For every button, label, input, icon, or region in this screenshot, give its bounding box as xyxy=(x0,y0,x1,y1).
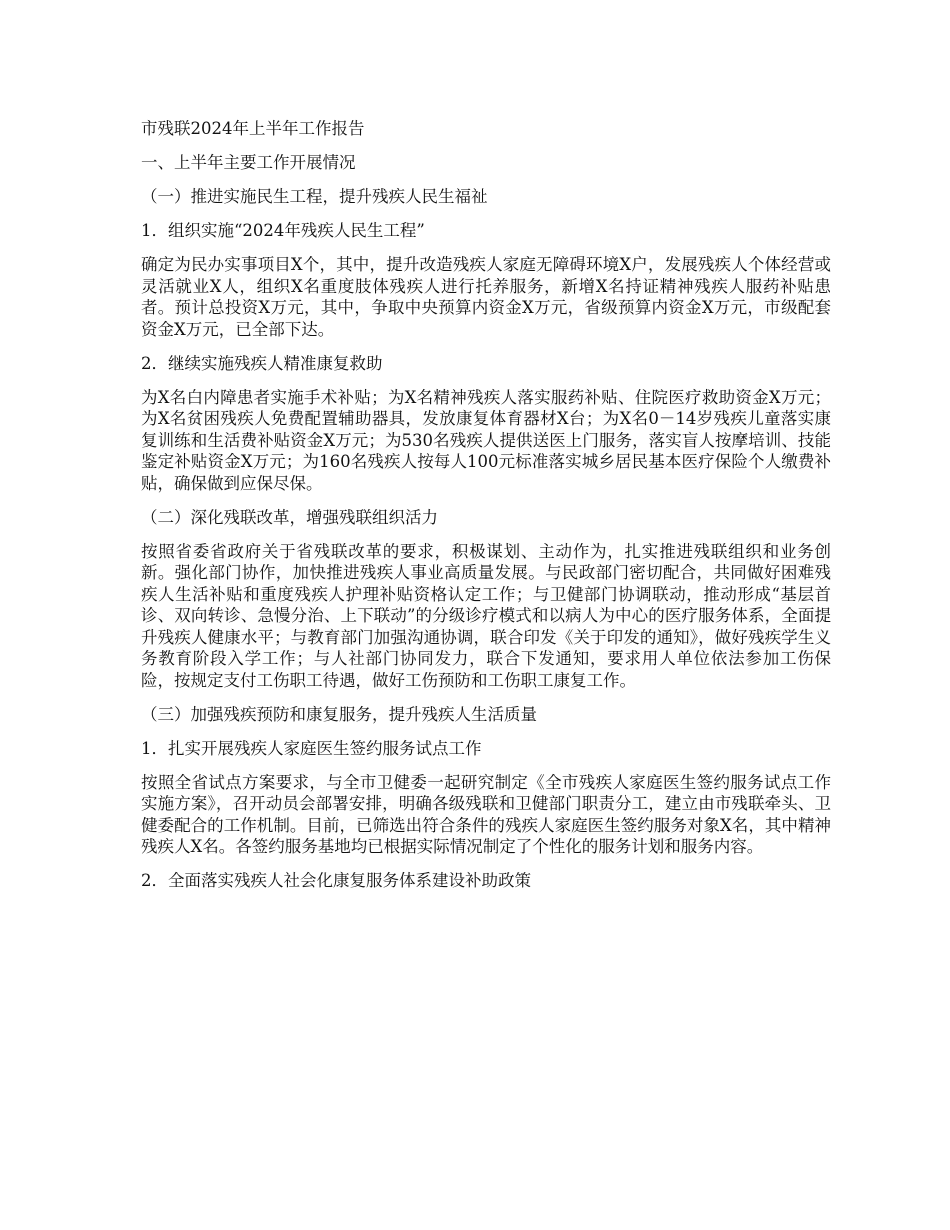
paragraph-3: 按照省委省政府关于省残联改革的要求，积极谋划、主动作为，扎实推进残联组织和业务创新。强化部门协作，加快推进残疾人事业高质量发展。与民政部门密切配合，共同做好困难残疾人生活补贴和重度残疾人护理补贴资格认定工作；与卫健部门协调联动，推动形成“基层首诊、双向转诊、急慢分治、上下联动”的分级诊疗模式和以病人为中心的医疗服务体系，全面提升残疾人健康水平；与教育部门加强沟通协调，联合印发《关于印发的通知》，做好残疾学生义务教育阶段入学工作；与人社部门协同发力，联合下发通知，要求用人单位依法参加工伤保险，按规定支付工伤职工待遇，做好工伤预防和工伤职工康复工作。 xyxy=(141,541,831,690)
paragraph-1: 确定为民办实事项目X个，其中，提升改造残疾人家庭无障碍环境X户，发展残疾人个体经营或灵活就业X人，组织X名重度肢体残疾人进行托养服务，新增X名持证精神残疾人服药补贴患者。预计总投资X万元，其中，争取中央预算内资金X万元，省级预算内资金X万元，市级配套资金X万元，已全部下达。 xyxy=(141,255,831,339)
paragraph-4: 按照全省试点方案要求，与全市卫健委一起研究制定《全市残疾人家庭医生签约服务试点工作实施方案》，召开动员会部署安排，明确各级残联和卫健部门职责分工，建立由市残联牵头、卫健委配合的工作机制。目前，已筛选出符合条件的残疾人家庭医生签约服务对象X名，其中精神残疾人X名。各签约服务基地均已根据实际情况制定了个性化的服务计划和服务内容。 xyxy=(141,772,831,856)
subsection-heading-2: （二）深化残联改革，增强残联组织活力 xyxy=(141,507,438,527)
item-heading-1-1: 1．组织实施“2024年残疾人民生工程” xyxy=(141,221,425,240)
section-heading-1: 一、上半年主要工作开展情况 xyxy=(141,153,356,172)
paragraph-2: 为X名白内障患者实施手术补贴；为X名精神残疾人落实服药补贴、住院医疗救助资金X万元；为X名贫困残疾人免费配置辅助器具，发放康复体育器材X台；为X名0－14岁残疾儿童落实康复训练和生活费补贴资金X万元；为530名残疾人提供送医上门服务，落实盲人按摩培训、技能鉴定补贴资金X万元；为160名残疾人按每人100元标准落实城乡居民基本医疗保险个人缴费补贴，确保做到应保尽保。 xyxy=(141,387,831,493)
document-page xyxy=(141,118,831,904)
item-heading-3-1: 1．扎实开展残疾人家庭医生签约服务试点工作 xyxy=(141,738,482,758)
item-heading-3-2: 2．全面落实残疾人社会化康复服务体系建设补助政策 xyxy=(141,871,531,890)
document-title: 市残联2024年上半年工作报告 xyxy=(141,119,365,138)
item-heading-1-2: 2．继续实施残疾人精准康复救助 xyxy=(141,353,383,373)
subsection-heading-3: （三）加强残疾预防和康复服务，提升残疾人生活质量 xyxy=(141,704,537,724)
subsection-heading-1: （一）推进实施民生工程，提升残疾人民生福祉 xyxy=(141,187,488,206)
